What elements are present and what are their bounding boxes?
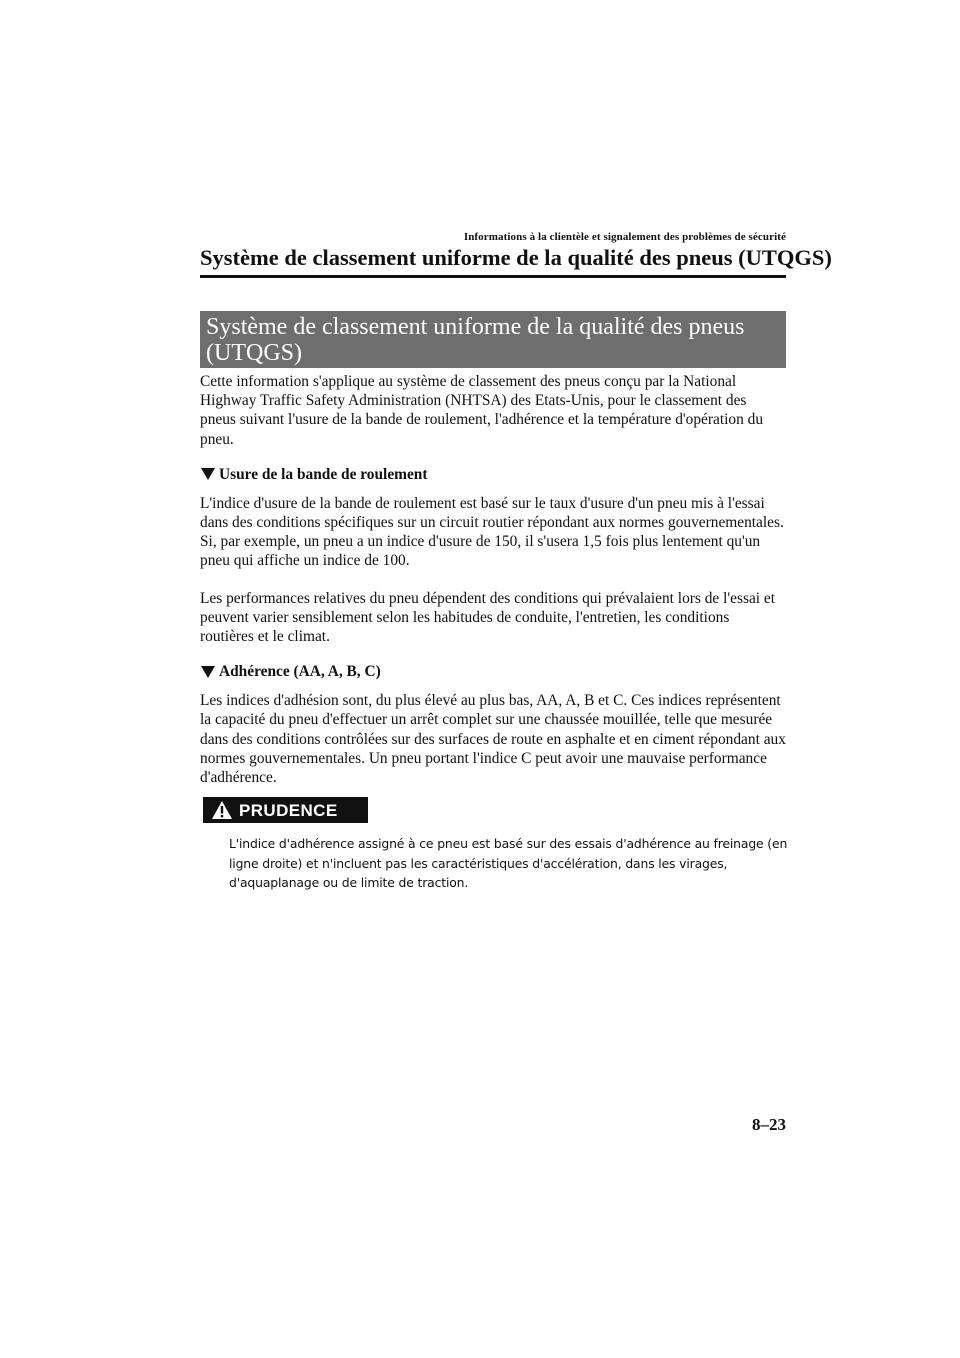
treadwear-paragraph-3: Les performances relatives du pneu dépendent des conditions qui prévalaient lors de l'essai et peuvent varier sensiblement selon les habitudes de conduite, l'entretien, les conditions routières et le climat. — [200, 589, 776, 646]
caution-text: L'indice d'adhérence assigné à ce pneu est basé sur des essais d'adhérence au freinage (en ligne droite) et n'incluent pas les caractéristiques d'accélération, dans les virages, d'aquaplanage ou de limite de traction. — [229, 836, 788, 891]
running-head: Informations à la clientèle et signalement des problèmes de sécurité — [463, 231, 786, 243]
caution-block — [200, 797, 786, 893]
header-divider — [200, 275, 786, 278]
chapter-title: Système de classement uniforme de la qualité des pneus (UTQGS) — [200, 245, 832, 270]
section-title-banner — [200, 311, 786, 368]
page-number: 8–23 — [752, 1115, 786, 1134]
section-title-line-1: Système de classement uniforme de la qualité des pneus — [206, 313, 745, 340]
treadwear-heading — [200, 465, 786, 484]
traction-heading — [200, 662, 786, 681]
treadwear-paragraph-1: L'indice d'usure de la bande de roulement est basé sur le taux d'usure d'un pneu mis à l'essai dans des conditions spécifiques sur un circuit routier répondant aux normes gouvernementales. — [200, 494, 784, 532]
caution-badge — [203, 797, 368, 823]
caution-label: PRUDENCE — [239, 800, 338, 820]
traction-paragraph: Les indices d'adhésion sont, du plus élevé au plus bas, AA, A, B et C. Ces indices représentent la capacité du pneu d'effectuer un arrêt complet sur une chaussée mouillée, telle que mesurée dans des conditions contrôlées sur des surfaces de route en asphalte et en ciment répondant aux normes gouvernementales. Un pneu portant l'indice C peut avoir une mauvaise performance d'adhérence. — [200, 692, 786, 787]
page-content — [200, 372, 786, 893]
warning-triangle-icon — [211, 800, 233, 820]
triangle-down-icon — [201, 666, 215, 678]
treadwear-heading-text: Usure de la bande de roulement — [219, 465, 428, 483]
section-title-line-2: (UTQGS) — [206, 339, 302, 366]
triangle-down-icon — [201, 468, 215, 480]
treadwear-paragraph-2: Si, par exemple, un pneu a un indice d'usure de 150, il s'usera 1,5 fois plus lentement qu'un pneu qui affiche un indice de 100. — [200, 533, 761, 570]
traction-heading-text: Adhérence (AA, A, B, C) — [219, 663, 381, 681]
intro-paragraph: Cette information s'applique au système de classement des pneus conçu par la National Highway Traffic Safety Administration (NHTSA) des Etats-Unis, pour le classement des pneus suivant l'usure de la bande de roulement, l'adhérence et la température d'opération du pneu. — [200, 373, 764, 448]
section-title — [206, 314, 745, 366]
